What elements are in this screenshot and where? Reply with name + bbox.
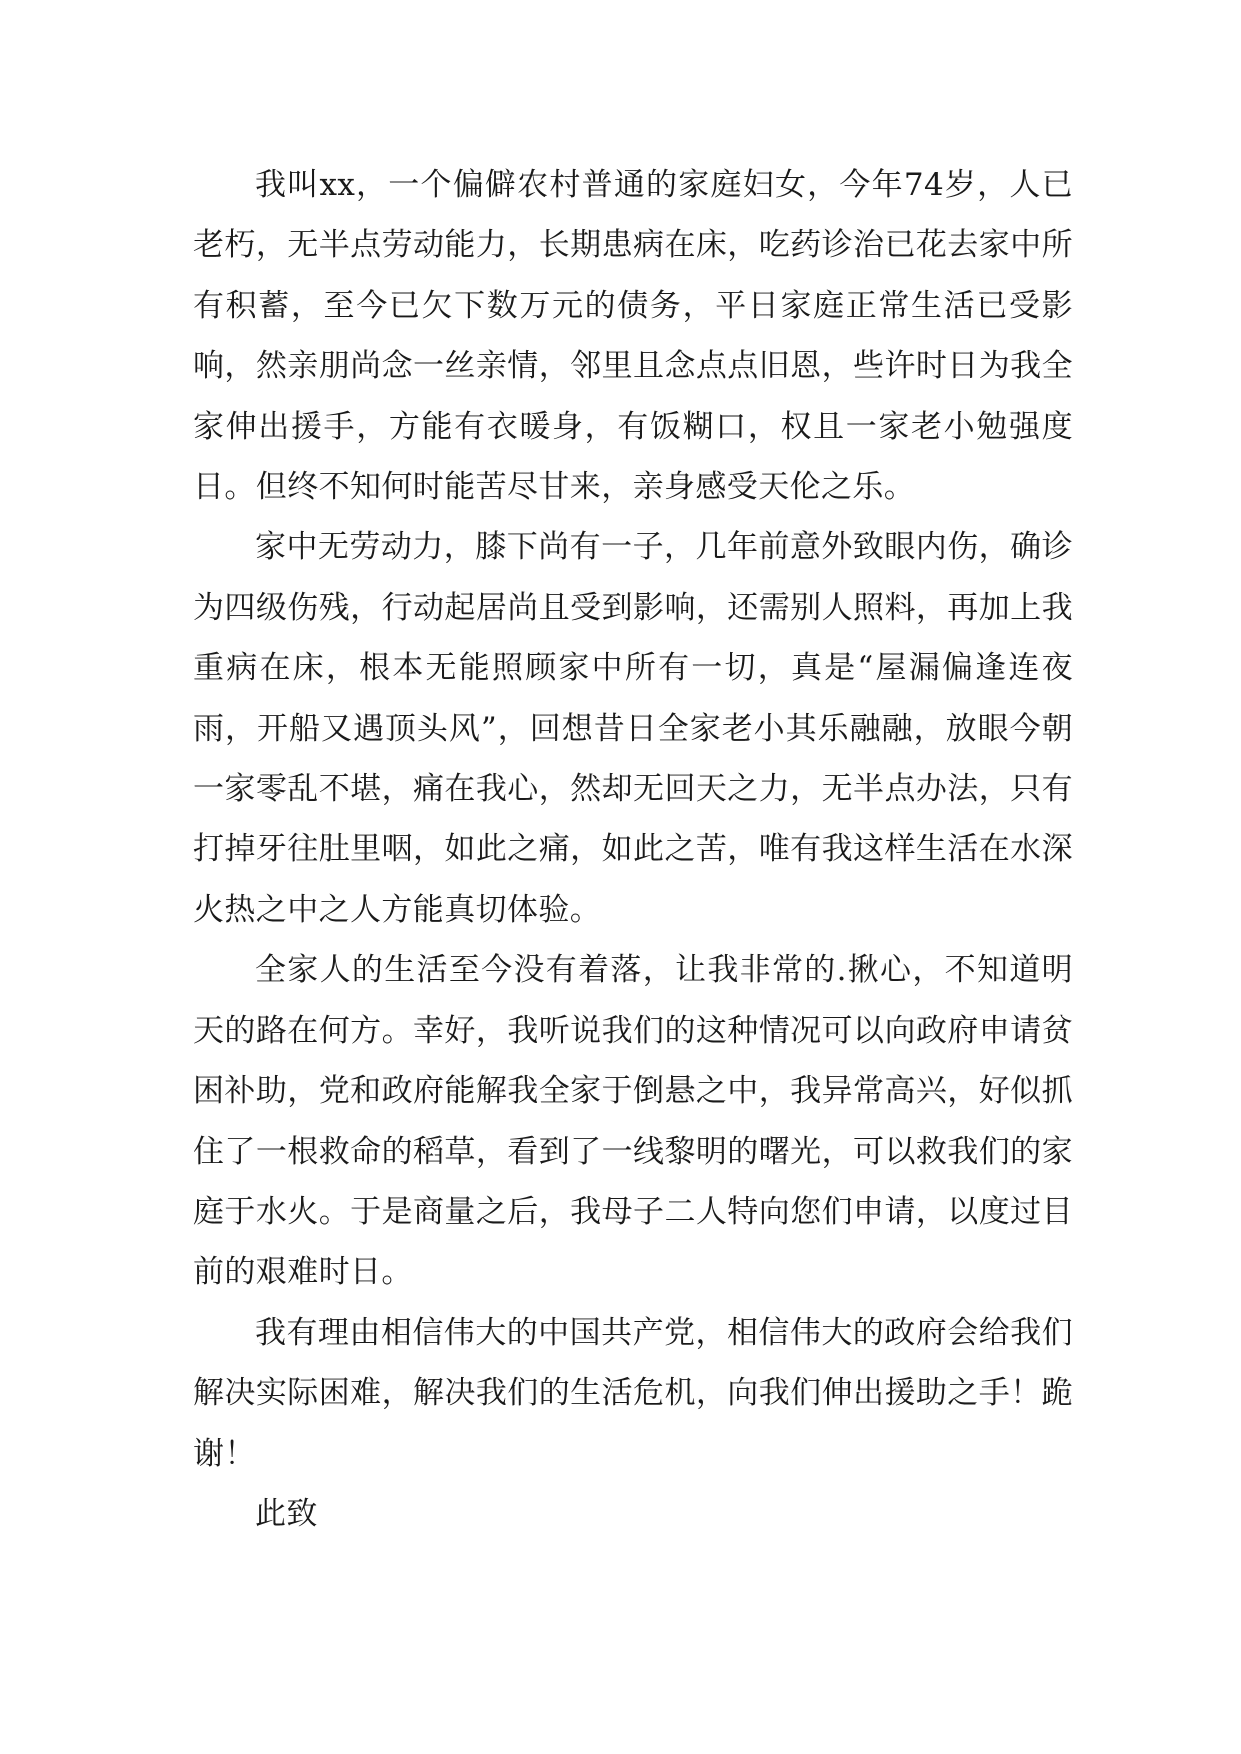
closing-salutation: 此致 [255, 1495, 318, 1532]
paragraph-2: 家中无劳动力，膝下尚有一子，几年前意外致眼内伤，确诊为四级伤残，行动起居尚且受到影响，还需别人照料，再加上我重病在床，根本无能照顾家中所有一切，真是“屋漏偏逢连夜雨，开船又遇顶头风”，回想昔日全家老小其乐融融，放眼今朝一家零乱不堪，痛在我心，然却无回天之力，无半点办法，只有打掉牙往肚里咽，如此之痛，如此之苦，唯有我这样生活在水深火热之中之人方能真切体验。 [193, 529, 1073, 928]
paragraph-3: 全家人的生活至今没有着落，让我非常的.揪心，不知道明天的路在何方。幸好，我听说我们的这种情况可以向政府申请贫困补助，党和政府能解我全家于倒悬之中，我异常高兴，好似抓住了一根救命的稻草，看到了一线黎明的曙光，可以救我们的家庭于水火。于是商量之后，我母子二人特向您们申请，以度过目前的艰难时日。 [193, 952, 1073, 1291]
paragraph-1: 我叫xx，一个偏僻农村普通的家庭妇女，今年74岁，人已老朽，无半点劳动能力，长期患病在床，吃药诊治已花去家中所有积蓄，至今已欠下数万元的债务，平日家庭正常生活已受影响，然亲朋尚念一丝亲情，邻里且念点点旧恩，些许时日为我全家伸出援手，方能有衣暖身，有饭糊口，权且一家老小勉强度日。但终不知何时能苦尽甘来，亲身感受天伦之乐。 [193, 167, 1073, 506]
letter-body [193, 155, 1073, 1544]
paragraph-4: 我有理由相信伟大的中国共产党，相信伟大的政府会给我们解决实际困难，解决我们的生活危机，向我们伸出援助之手！跪谢！ [193, 1314, 1073, 1472]
